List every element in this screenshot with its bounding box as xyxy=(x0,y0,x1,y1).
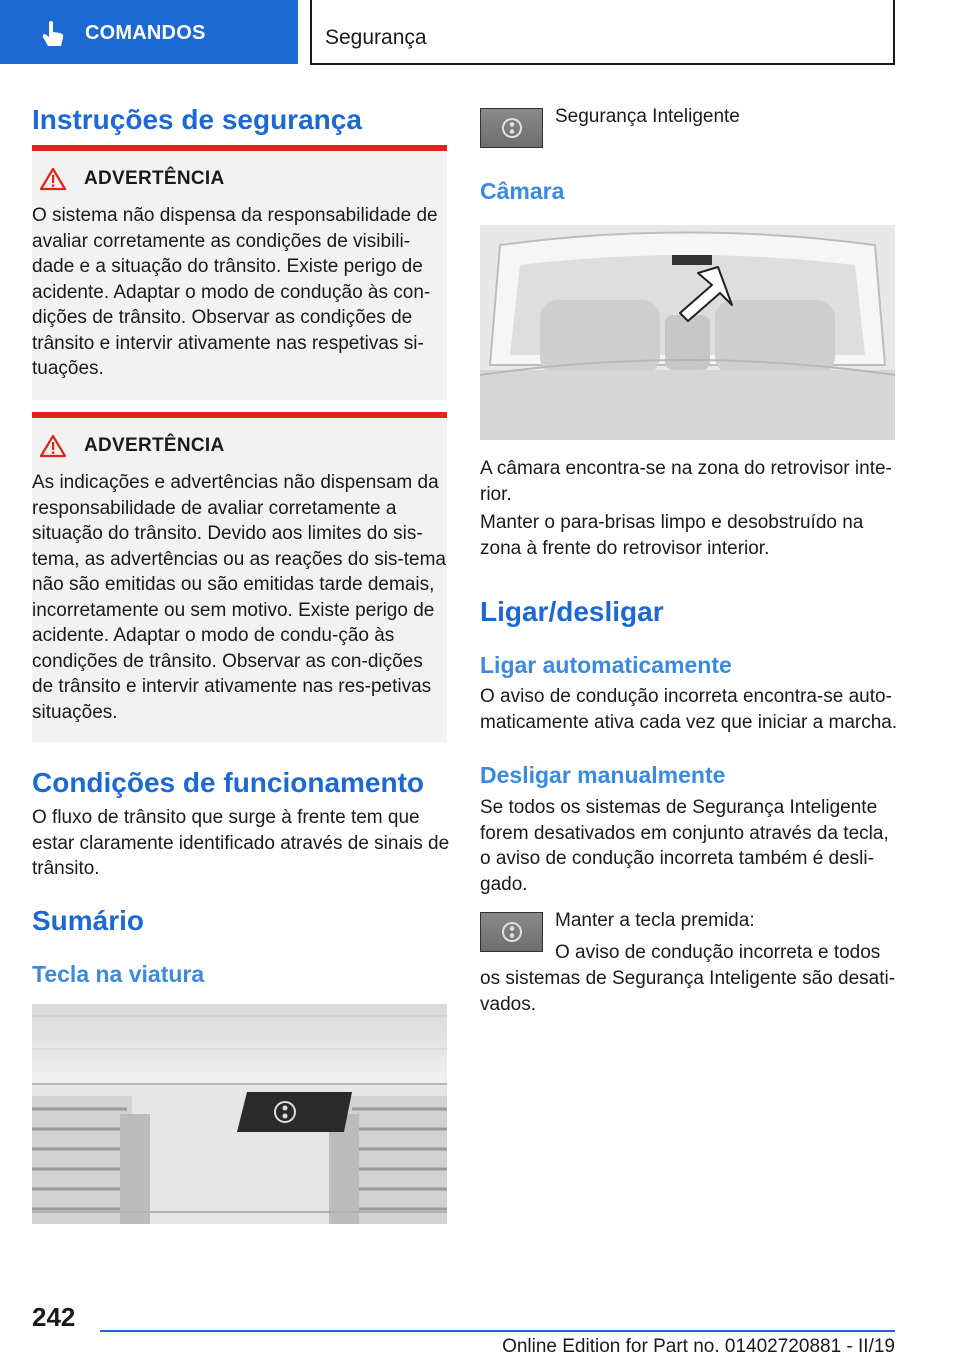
section-heading-onoff: Ligar/desligar xyxy=(480,596,664,627)
auto-on-text: O aviso de condução incorreta encontra-se auto-maticamente ativa cada vez que iniciar a marcha. xyxy=(480,686,898,733)
subheading-key: Tecla na viatura xyxy=(32,961,205,987)
camera-location-illustration xyxy=(480,225,895,440)
intelligent-safety-icon xyxy=(501,921,523,943)
manual-off-text: Se todos os sistemas de Segurança Inteligente forem desativados em conjunto através da tecla, o aviso de condução incorreta também é desli-gado. xyxy=(480,797,889,895)
header-underline xyxy=(310,63,895,65)
button-caption: Segurança Inteligente xyxy=(555,106,740,127)
footer-line xyxy=(100,1330,895,1332)
camera-location-text: A câmara encontra-se na zona do retrovisor inte-rior. xyxy=(480,458,892,505)
warning-triangle-icon xyxy=(40,434,66,458)
intelligent-safety-button-image xyxy=(480,108,543,148)
subheading-camera: Câmara xyxy=(480,178,565,204)
warning-box-2 xyxy=(32,412,447,742)
warning-label: ADVERTÊNCIA xyxy=(84,168,225,189)
hand-pointer-icon xyxy=(40,20,66,48)
chapter-tab-label: COMANDOS xyxy=(85,22,206,44)
header-divider-right xyxy=(893,0,895,64)
header-divider xyxy=(310,0,312,64)
conditions-text: O fluxo de trânsito que surge à frente tem que estar claramente identificado através de sinais de trânsito. xyxy=(32,807,450,879)
section-heading-summary: Sumário xyxy=(32,905,145,936)
camera-clean-text: Manter o para-brisas limpo e desobstruído na zona à frente do retrovisor interior. xyxy=(480,512,864,559)
intelligent-safety-icon xyxy=(501,117,523,139)
subheading-manual-off: Desligar manualmente xyxy=(480,762,726,788)
hold-button-instruction: Manter a tecla premida: xyxy=(555,910,755,931)
subheading-auto-on: Ligar automaticamente xyxy=(480,652,732,678)
warning-box-1 xyxy=(32,145,447,400)
chapter-tab xyxy=(0,0,298,64)
page-number: 242 xyxy=(32,1302,76,1332)
section-heading-conditions: Condições de funcionamento xyxy=(32,767,425,798)
page-title: Instruções de segurança xyxy=(32,104,362,135)
intelligent-safety-button-image xyxy=(480,912,543,952)
hold-button-result-line1: O aviso de condução incorreta e todos xyxy=(555,942,881,963)
footer-edition: Online Edition for Part no. 01402720881 - II/19 xyxy=(502,1336,895,1357)
warning-text: As indicações e advertências não dispensam da responsabilidade de avaliar corretamente a situação do trânsito. Devido aos limites do sis-tema, as advertências ou as reações do sis-tema não são emitidas ou são emitidas tarde demais, incorretamente ou sem motivo. Existe perigo de acidente. Adaptar o modo de condu-ção às condições de trânsito. Observar as con-dições de trânsito e intervir ativamente nas res-petivas situações. xyxy=(32,472,446,723)
warning-text: O sistema não dispensa da responsabilidade de avaliar corretamente as condições de visibili-dade e a situação do trânsito. Existe perigo de acidente. Adaptar o modo de condução às con-dições de trânsito. Observar as condições de trânsito e intervir ativamente nas respetivas si-tuações. xyxy=(32,205,438,379)
hold-button-result-line2: os sistemas de Segurança Inteligente são desati-vados. xyxy=(480,968,896,1015)
dashboard-button-illustration xyxy=(32,1004,447,1224)
section-title: Segurança xyxy=(325,26,427,49)
warning-label: ADVERTÊNCIA xyxy=(84,435,225,456)
warning-triangle-icon xyxy=(40,167,66,191)
